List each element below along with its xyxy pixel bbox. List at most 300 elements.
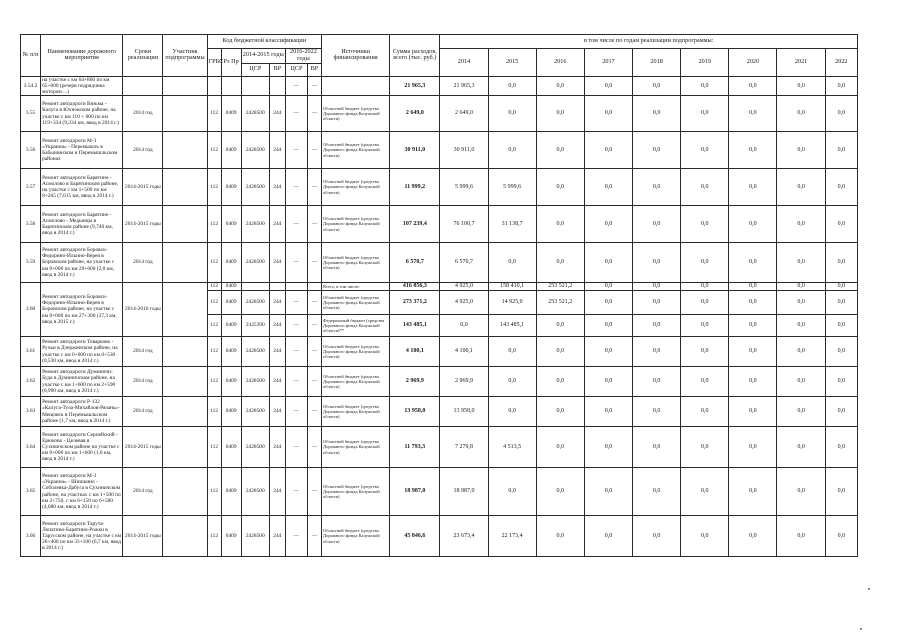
vr2-cell: — <box>307 291 321 315</box>
year-value-cell: 0,0 <box>584 76 632 95</box>
grbs-cell: 112 <box>207 427 221 468</box>
year-value-cell: 253 521,2 <box>536 291 584 315</box>
table-row <box>21 132 858 169</box>
year-value-cell: 0,0 <box>584 315 632 337</box>
year-value-cell: 0,0 <box>825 315 857 337</box>
year-value-cell: 5 999,6 <box>440 169 488 206</box>
col-term-header: Сроки реализации <box>123 35 163 77</box>
vr2-cell: — <box>307 243 321 283</box>
vr2-cell: — <box>307 76 321 95</box>
year-value-cell: 0,0 <box>633 337 681 367</box>
grbs-cell: 112 <box>207 132 221 169</box>
participant-cell <box>163 468 207 516</box>
vr2-cell: — <box>307 315 321 337</box>
year-value-cell: 0,0 <box>681 367 729 397</box>
grbs-cell <box>207 76 221 95</box>
vr-header: ВР <box>307 63 321 76</box>
vr2-cell: — <box>307 468 321 516</box>
total-cell: 416 856,3 <box>390 283 440 291</box>
year-value-cell: 4 925,0 <box>440 291 488 315</box>
vr-cell: 244 <box>269 397 285 427</box>
vr-cell: 244 <box>269 132 285 169</box>
year-value-cell: 0,0 <box>584 132 632 169</box>
vr2-cell: — <box>307 516 321 557</box>
row-number: 3.66 <box>21 516 41 557</box>
table-row <box>21 243 858 283</box>
csr-cell <box>241 76 269 95</box>
row-number: 3.61 <box>21 337 41 367</box>
row-number: 3.63 <box>21 397 41 427</box>
csr-cell: 2428500 <box>241 397 269 427</box>
row-number: 3.59 <box>21 243 41 283</box>
vr-cell: 244 <box>269 367 285 397</box>
year-value-cell: 0,0 <box>681 96 729 132</box>
rzpr-cell: 0409 <box>221 283 241 291</box>
participant-cell <box>163 397 207 427</box>
vr-cell <box>269 76 285 95</box>
vr-cell: 244 <box>269 315 285 337</box>
col-source-header: Источники финансирования <box>322 35 390 77</box>
year-value-cell: 0,0 <box>584 427 632 468</box>
year-value-cell: 0,0 <box>729 468 777 516</box>
csr2-cell: — <box>285 96 307 132</box>
year-value-cell: 0,0 <box>584 243 632 283</box>
total-cell: 13 958,0 <box>390 397 440 427</box>
rzpr-cell: 0409 <box>221 367 241 397</box>
col-participant-header: Участник подпрограммы <box>163 35 207 77</box>
rzpr-header: Рз Пр <box>221 49 241 77</box>
vr-cell: 244 <box>269 243 285 283</box>
year-value-cell: 0,0 <box>488 397 536 427</box>
csr2-cell: — <box>285 169 307 206</box>
total-cell: 30 911,0 <box>390 132 440 169</box>
measure-name: на участке с км 64+860 по км 65+000 (резерв подрядчика мотором ...) <box>41 76 123 95</box>
csr2-cell: — <box>285 427 307 468</box>
csr2-cell: — <box>285 132 307 169</box>
year-value-cell: 0,0 <box>633 283 681 291</box>
participant-cell <box>163 367 207 397</box>
csr-header: ЦСР <box>285 63 307 76</box>
term-cell: 2014 год <box>123 397 163 427</box>
row-number: 3.65 <box>21 468 41 516</box>
year-value-cell: 2 969,9 <box>440 367 488 397</box>
year-value-cell: 0,0 <box>777 315 825 337</box>
year-value-cell: 0,0 <box>633 367 681 397</box>
measure-name: Ремонт автодороги Товарково - Ручьи в Дзержинском районе, на участке с км 0+000 по км 0+530 (0,530 км, ввод в 2014 г.) <box>41 337 123 367</box>
measure-name: Ремонт автодороги Думиничи-Буда в Думиничском районе, на участке с км 1+600 по км 2+590 (0,990 км, ввод в 2014 г.) <box>41 367 123 397</box>
measure-name: Ремонт автодороги Тарута-Лопатино-Барятино-Рожки в Тарусском районе, на участке с км 26+400 по км 33+100 (6,7 км, ввод в 2014 г.) <box>41 516 123 557</box>
year-value-cell: 18 987,0 <box>440 468 488 516</box>
row-number: 3.54.2 <box>21 76 41 95</box>
csr-cell: 2428500 <box>241 206 269 243</box>
term-cell: 2014 год <box>123 468 163 516</box>
year-header: 2015 <box>488 49 536 77</box>
term-cell: 2014 год <box>123 337 163 367</box>
measure-name: Ремонт автодороги Барятино - Асмолово в Барятинском районе, на участке с км 1+500 по км 8+265 (7,615 км, ввод в 2014 г.) <box>41 169 123 206</box>
participant-cell <box>163 427 207 468</box>
participant-cell <box>163 243 207 283</box>
total-cell: 143 485,1 <box>390 315 440 337</box>
source-cell: Областной бюджет (средства Дорожного фонда Калужской области) <box>322 397 390 427</box>
year-value-cell: 0,0 <box>633 427 681 468</box>
years-a-header: 2014-2015 годы <box>241 49 285 64</box>
year-value-cell: 0,0 <box>777 132 825 169</box>
csr-cell: 2428500 <box>241 337 269 367</box>
csr2-cell: — <box>285 367 307 397</box>
term-cell: 2014-2015 годы <box>123 516 163 557</box>
term-cell: 2014 год <box>123 243 163 283</box>
csr2-cell: — <box>285 397 307 427</box>
scan-speck <box>868 588 870 590</box>
year-header: 2017 <box>584 49 632 77</box>
csr-cell: 2428500 <box>241 427 269 468</box>
measure-name: Ремонт автодороги М-3 «Украина» - Перемышль в Бабынинском и Перемышльском районах <box>41 132 123 169</box>
source-cell <box>322 76 390 95</box>
source-cell: Областной бюджет (средства Дорожного фонда Калужской области) <box>322 468 390 516</box>
total-cell: 45 846,6 <box>390 516 440 557</box>
year-value-cell: 0,0 <box>536 397 584 427</box>
year-value-cell: 0,0 <box>488 132 536 169</box>
year-value-cell: 0,0 <box>825 283 857 291</box>
year-value-cell: 0,0 <box>536 315 584 337</box>
table-row <box>21 427 858 468</box>
year-value-cell: 0,0 <box>777 397 825 427</box>
year-value-cell: 0,0 <box>584 367 632 397</box>
grbs-cell: 112 <box>207 516 221 557</box>
csr2-cell: — <box>285 315 307 337</box>
year-value-cell: 0,0 <box>777 427 825 468</box>
year-value-cell: 0,0 <box>584 169 632 206</box>
year-value-cell: 0,0 <box>633 96 681 132</box>
term-cell: 2014 год <box>123 132 163 169</box>
rzpr-cell: 0409 <box>221 132 241 169</box>
year-value-cell: 0,0 <box>633 397 681 427</box>
csr-cell: 2428500 <box>241 367 269 397</box>
csr-header: ЦСР <box>241 63 269 76</box>
total-cell: 273 371,2 <box>390 291 440 315</box>
csr2-cell <box>285 283 307 291</box>
table-row <box>21 96 858 132</box>
year-value-cell: 0,0 <box>825 468 857 516</box>
vr-header: ВР <box>269 63 285 76</box>
measure-name: Ремонт автодороги Р-132 «Калуга-Тула-Михайлов-Рязань»-Мещовск в Перемышльском районе (1,7 км, ввод в 2014 г.) <box>41 397 123 427</box>
rzpr-cell: 0409 <box>221 315 241 337</box>
total-cell: 107 239,4 <box>390 206 440 243</box>
source-cell: Областной бюджет (средства Дорожного фонда Калужской области) <box>322 337 390 367</box>
year-value-cell: 13 958,0 <box>440 397 488 427</box>
year-value-cell: 0,0 <box>584 397 632 427</box>
total-cell: 21 965,3 <box>390 76 440 95</box>
row-number: 3.64 <box>21 427 41 468</box>
rzpr-cell: 0409 <box>221 516 241 557</box>
vr2-cell: — <box>307 397 321 427</box>
year-value-cell: 0,0 <box>825 427 857 468</box>
total-cell: 4 100,1 <box>390 337 440 367</box>
term-cell: 2014 год <box>123 96 163 132</box>
term-cell: 2014-2015 годы <box>123 427 163 468</box>
year-value-cell: 4 513,5 <box>488 427 536 468</box>
year-value-cell: 0,0 <box>536 76 584 95</box>
year-value-cell: 30 911,0 <box>440 132 488 169</box>
year-value-cell: 0,0 <box>777 291 825 315</box>
year-value-cell: 0,0 <box>584 96 632 132</box>
row-number: 3.55 <box>21 96 41 132</box>
year-value-cell: 0,0 <box>488 76 536 95</box>
rzpr-cell: 0409 <box>221 206 241 243</box>
year-value-cell: 0,0 <box>825 96 857 132</box>
year-value-cell: 0,0 <box>536 243 584 283</box>
year-value-cell: 0,0 <box>681 337 729 367</box>
year-value-cell: 0,0 <box>584 291 632 315</box>
year-value-cell: 14 925,0 <box>488 291 536 315</box>
year-value-cell: 0,0 <box>681 283 729 291</box>
table-row <box>21 516 858 557</box>
year-value-cell: 5 999,6 <box>488 169 536 206</box>
grbs-cell: 112 <box>207 96 221 132</box>
year-value-cell: 0,0 <box>681 427 729 468</box>
year-value-cell: 0,0 <box>729 76 777 95</box>
table-row <box>21 397 858 427</box>
csr2-cell: — <box>285 516 307 557</box>
csr-cell <box>241 283 269 291</box>
measure-name: Ремонт автодороги Вязьма - Калуга в Юхновском районе, на участке с км 110 + 000 по км 119+334 (9,334 км, ввод в 2014 г.) <box>41 96 123 132</box>
row-number: 3.60 <box>21 283 41 337</box>
year-value-cell: 0,0 <box>777 169 825 206</box>
scan-speck <box>860 628 862 630</box>
table-row <box>21 337 858 367</box>
year-value-cell: 0,0 <box>729 315 777 337</box>
measure-name: Ремонт автодороги Барятино - Асмолово - Медынцы в Барятинском районе (9,740 км, ввод в 2014 г.) <box>41 206 123 243</box>
year-value-cell: 0,0 <box>825 291 857 315</box>
vr-cell <box>269 283 285 291</box>
year-value-cell: 0,0 <box>777 206 825 243</box>
total-cell: 11 793,3 <box>390 427 440 468</box>
source-cell: Областной бюджет (средства Дорожного фонда Калужской области) <box>322 96 390 132</box>
participant-cell <box>163 516 207 557</box>
year-value-cell: 0,0 <box>825 169 857 206</box>
source-cell: Областной бюджет (средства Дорожного фонда Калужской области) <box>322 169 390 206</box>
grbs-cell: 112 <box>207 283 221 291</box>
year-value-cell: 0,0 <box>536 427 584 468</box>
csr-cell: 2425390 <box>241 315 269 337</box>
year-value-cell: 0,0 <box>729 337 777 367</box>
csr-cell: 2428500 <box>241 169 269 206</box>
csr2-cell: — <box>285 76 307 95</box>
participant-cell <box>163 169 207 206</box>
csr-cell: 2428500 <box>241 516 269 557</box>
total-cell: 6 570,7 <box>390 243 440 283</box>
by-years-header: в том числе по годам реализации подпрограммы: <box>440 35 858 49</box>
row-number: 3.56 <box>21 132 41 169</box>
year-value-cell: 158 410,1 <box>488 283 536 291</box>
year-header: 2016 <box>536 49 584 77</box>
vr2-cell: — <box>307 427 321 468</box>
vr2-cell: — <box>307 337 321 367</box>
year-value-cell: 0,0 <box>729 132 777 169</box>
vr2-cell: — <box>307 132 321 169</box>
participant-cell <box>163 76 207 95</box>
year-value-cell: 0,0 <box>681 243 729 283</box>
year-value-cell: 0,0 <box>633 468 681 516</box>
source-cell: Областной бюджет (средства Дорожного фонда Калужской области) <box>322 132 390 169</box>
year-value-cell: 0,0 <box>633 132 681 169</box>
year-value-cell: 0,0 <box>633 76 681 95</box>
year-value-cell: 0,0 <box>681 169 729 206</box>
term-cell <box>123 76 163 95</box>
csr-cell: 2428500 <box>241 96 269 132</box>
source-cell: Областной бюджет (средства Дорожного фонда Калужской области) <box>322 427 390 468</box>
table-row <box>21 367 858 397</box>
year-value-cell: 21 965,3 <box>440 76 488 95</box>
year-value-cell: 0,0 <box>729 367 777 397</box>
year-value-cell: 0,0 <box>633 516 681 557</box>
year-value-cell: 0,0 <box>777 76 825 95</box>
table-row <box>21 76 858 95</box>
measure-name: Ремонт автодороги Боровск-Федорино-Ильино-Верея в Боровском районе, на участке с км 0+000 по км 29+600 (2,0 км, ввод в 2014 г.) <box>41 243 123 283</box>
year-value-cell: 0,0 <box>536 468 584 516</box>
year-value-cell: 0,0 <box>681 468 729 516</box>
year-value-cell: 0,0 <box>777 367 825 397</box>
rzpr-cell: 0409 <box>221 96 241 132</box>
rzpr-cell: 0409 <box>221 337 241 367</box>
year-value-cell: 0,0 <box>584 206 632 243</box>
year-value-cell: 0,0 <box>777 468 825 516</box>
vr-cell: 244 <box>269 291 285 315</box>
year-value-cell: 0,0 <box>488 337 536 367</box>
year-value-cell: 0,0 <box>536 169 584 206</box>
year-value-cell: 0,0 <box>777 96 825 132</box>
year-value-cell: 22 173,4 <box>488 516 536 557</box>
year-value-cell: 0,0 <box>729 283 777 291</box>
rzpr-cell: 0409 <box>221 169 241 206</box>
year-value-cell: 0,0 <box>584 283 632 291</box>
term-cell: 2014 год <box>123 367 163 397</box>
measure-name: Ремонт автодороги М-3 «Украина» - Шишкино - Соболевка-Дабуга в Сухиничском районе, на участках с км 1+500 по км 2+750, с км 6+150 по 6+580 (4,080 км, ввод в 2014 г.) <box>41 468 123 516</box>
year-value-cell: 0,0 <box>825 76 857 95</box>
year-value-cell: 0,0 <box>681 397 729 427</box>
year-header: 2020 <box>729 49 777 77</box>
participant-cell <box>163 132 207 169</box>
year-value-cell: 4 925,0 <box>440 283 488 291</box>
col-total-header: Сумма расходов, всего (тыс. руб.) <box>390 35 440 77</box>
rzpr-cell <box>221 76 241 95</box>
grbs-cell: 112 <box>207 291 221 315</box>
year-value-cell: 0,0 <box>633 315 681 337</box>
year-header: 2021 <box>777 49 825 77</box>
csr-cell: 2428500 <box>241 291 269 315</box>
budget-codes-header: Код бюджетной классификации <box>207 35 321 49</box>
year-value-cell: 0,0 <box>633 243 681 283</box>
rzpr-cell: 0409 <box>221 291 241 315</box>
year-value-cell: 143 485,1 <box>488 315 536 337</box>
document-sheet <box>20 34 858 594</box>
rzpr-cell: 0409 <box>221 397 241 427</box>
vr2-cell <box>307 283 321 291</box>
year-value-cell: 0,0 <box>536 132 584 169</box>
table-row <box>21 206 858 243</box>
total-cell: 11 999,2 <box>390 169 440 206</box>
rzpr-cell: 0409 <box>221 468 241 516</box>
year-value-cell: 0,0 <box>825 132 857 169</box>
vr-cell: 244 <box>269 516 285 557</box>
year-value-cell: 0,0 <box>584 468 632 516</box>
vr2-cell: — <box>307 169 321 206</box>
csr2-cell: — <box>285 337 307 367</box>
year-value-cell: 0,0 <box>825 367 857 397</box>
term-cell: 2014-2015 годы <box>123 206 163 243</box>
year-value-cell: 0,0 <box>825 243 857 283</box>
col-name-header: Наименование дорожного мероприятия <box>41 35 123 77</box>
year-value-cell: 0,0 <box>681 76 729 95</box>
table-row <box>21 468 858 516</box>
table-body <box>21 76 858 556</box>
table-row <box>21 169 858 206</box>
year-value-cell: 253 521,2 <box>536 283 584 291</box>
year-value-cell: 0,0 <box>777 243 825 283</box>
total-cell: 2 649,0 <box>390 96 440 132</box>
grbs-cell: 112 <box>207 468 221 516</box>
year-value-cell: 0,0 <box>488 468 536 516</box>
csr2-cell: — <box>285 468 307 516</box>
year-value-cell: 0,0 <box>633 291 681 315</box>
measure-name: Ремонт автодороги Серпейский - Ерюково - Целевая в Сухиничском районе на участке с км 0+000 по км 1+600 (1,6 км, ввод в 2014 г.) <box>41 427 123 468</box>
year-value-cell: 4 100,1 <box>440 337 488 367</box>
vr-cell: 244 <box>269 169 285 206</box>
source-cell: Всего, в том числе: <box>322 283 390 291</box>
measure-name: Ремонт автодороги Боровск-Федорино-Ильино-Верея в Боровском районе, на участке с км 0+000 по км 27+300 (37,3 км, ввод в 2015 г.) <box>41 283 123 337</box>
year-value-cell: 0,0 <box>729 96 777 132</box>
source-cell: Областной бюджет (средства Дорожного фонда Калужской области) <box>322 291 390 315</box>
rzpr-cell: 0409 <box>221 243 241 283</box>
grbs-cell: 112 <box>207 337 221 367</box>
csr2-cell: — <box>285 206 307 243</box>
vr2-cell: — <box>307 206 321 243</box>
table-row <box>21 283 858 291</box>
source-cell: Областной бюджет (средства Дорожного фонда Калужской области) <box>322 367 390 397</box>
total-cell: 2 969,9 <box>390 367 440 397</box>
vr2-cell: — <box>307 96 321 132</box>
year-value-cell: 0,0 <box>633 206 681 243</box>
source-cell: Областной бюджет (средства Дорожного фонда Калужской области) <box>322 516 390 557</box>
year-value-cell: 2 649,0 <box>440 96 488 132</box>
year-value-cell: 0,0 <box>729 291 777 315</box>
total-cell: 18 987,0 <box>390 468 440 516</box>
program-table <box>20 34 858 557</box>
grbs-cell: 112 <box>207 243 221 283</box>
csr-cell: 2428500 <box>241 132 269 169</box>
year-value-cell: 0,0 <box>536 337 584 367</box>
year-value-cell: 0,0 <box>777 337 825 367</box>
csr2-cell: — <box>285 243 307 283</box>
year-value-cell: 0,0 <box>488 96 536 132</box>
grbs-header: ГРБС <box>207 49 221 77</box>
term-cell: 2014-2015 годы <box>123 169 163 206</box>
years-b-header: 2016-2022 годы <box>285 49 321 64</box>
year-value-cell: 0,0 <box>729 397 777 427</box>
year-value-cell: 31 138,7 <box>488 206 536 243</box>
vr2-cell: — <box>307 367 321 397</box>
vr-cell: 244 <box>269 206 285 243</box>
year-value-cell: 0,0 <box>536 367 584 397</box>
rzpr-cell: 0409 <box>221 427 241 468</box>
year-value-cell: 0,0 <box>729 516 777 557</box>
year-value-cell: 0,0 <box>777 283 825 291</box>
participant-cell <box>163 96 207 132</box>
vr-cell: 244 <box>269 427 285 468</box>
year-value-cell: 0,0 <box>536 96 584 132</box>
year-value-cell: 0,0 <box>681 315 729 337</box>
year-value-cell: 0,0 <box>681 132 729 169</box>
